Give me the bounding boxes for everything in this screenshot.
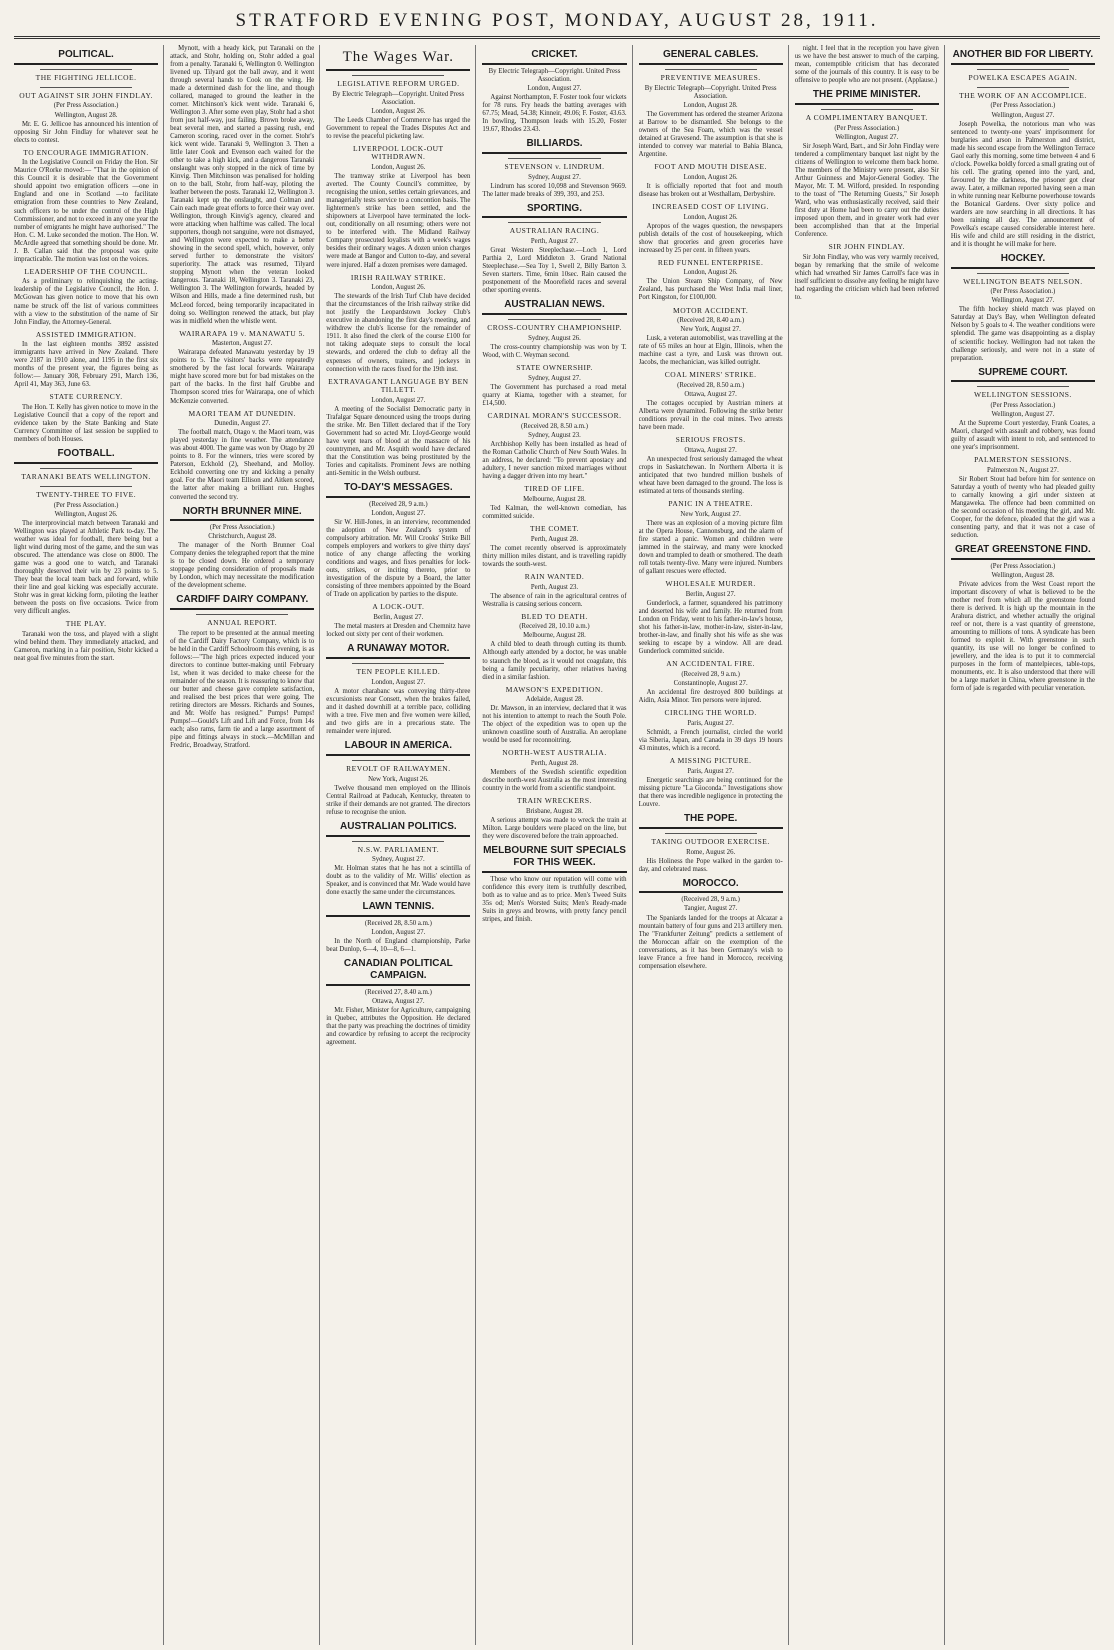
dateline: Christchurch, August 28. (208, 533, 277, 541)
dateline: London, August 27. (371, 397, 426, 405)
article (326, 821, 470, 898)
article (326, 482, 470, 599)
section-heading: CRICKET. (482, 49, 626, 65)
article-text: The cottages occupied by Austrian miners at Alberta were dynamited. Following the strike better conditions prevail in the coal mines. Two arrests have been made. (638, 400, 783, 432)
article (795, 243, 939, 302)
dateline: London, August 26. (683, 213, 738, 221)
section-heading: SPORTING. (482, 203, 626, 219)
dateline: Wellington, August 27. (991, 111, 1055, 119)
article (639, 580, 783, 656)
section-heading: AUSTRALIAN POLITICS. (326, 821, 470, 837)
section-heading: POLITICAL. (14, 49, 158, 65)
divider (665, 833, 757, 834)
sub-heading: SERIOUS FROSTS. (675, 435, 746, 445)
dateline: London, August 28. (683, 101, 738, 109)
sub-heading: CROSS-COUNTRY CHAMPIONSHIP. (487, 323, 622, 333)
article-text: Archbishop Kelly has been installed as head of the Roman Catholic Church of New South Wales. In an address, he declared: "To prevent apostacy and adultery, I never sanction mixed marriages without having a dagger driven into my heart." (482, 440, 627, 480)
article (639, 371, 783, 432)
article (14, 331, 158, 390)
dateline: Dunedin, August 27. (214, 420, 271, 428)
dateline: Ottawa, August 27. (372, 997, 425, 1005)
dateline: Sydney, August 23. (528, 431, 581, 439)
divider (508, 222, 600, 223)
article (14, 268, 158, 327)
dateline: Perth, August 27. (530, 238, 579, 246)
sub-heading: N.S.W. PARLIAMENT. (357, 844, 440, 854)
article-text: In the last eighteen months 3892 assisted immigrants have arrived in New Zealand. There were 2187 in 1910 alone, and 1195 in the first six months of the present year, the figures being as follow:— January 308, February 291, March 136, April 41, May 363, June 63. (14, 341, 159, 389)
section-heading: LAWN TENNIS. (326, 901, 470, 917)
sub-heading: STEVENSON v. LINDRUM. (504, 161, 605, 171)
sub-heading: SIR JOHN FINDLAY. (828, 241, 905, 251)
divider (352, 841, 444, 842)
sub-heading: AN ACCIDENTAL FIRE. (666, 659, 756, 669)
article-text: Gunderlock, a farmer, squandered his patrimony and deserted his wife and family. He returned from London on Friday, went to his father-in-law's house, shot his father-in-law, mother-in-law, sister-in-law, brother-in-law, and finally shot his wife as she was seeking to escape by a window. All are dead. Gunderlock committed suicide. (638, 600, 783, 656)
dateline: New York, August 26. (368, 775, 429, 783)
section-heading: GENERAL CABLES. (639, 49, 783, 65)
dateline: Sydney, August 26. (528, 335, 581, 342)
dateline: Wellington, August 27. (991, 297, 1055, 305)
dateline: London, August 26. (371, 284, 426, 292)
dateline: Palmerston N., August 27. (987, 467, 1059, 475)
article-text: Taranaki won the toss, and played with a slight wind behind them. They immediately attacked, and Cameron, marking in a fair position, Stohr kicked a neat goal five minutes from the start. (14, 630, 159, 662)
article-text: Twelve thousand men employed on the Illinois Central Railroad at Paducah, Kentucky, threaten to strike if their demands are not granted. The directors refuse to recognise the union. (326, 784, 471, 816)
article (326, 378, 470, 479)
sub-heading: THE PLAY. (65, 619, 107, 629)
dateline: London, August 27. (371, 510, 426, 518)
dateline: Ottawa, August 27. (684, 391, 737, 399)
sub-heading: REVOLT OF RAILWAYMEN. (346, 763, 451, 773)
article (482, 49, 626, 134)
section-heading: The Wages War. (326, 49, 470, 71)
article-text: A meeting of the Socialist Democratic party in Trafalgar Square denounced using the troops during the strike. Mr. Ben Tillett declared that if the Tory Government had so acted Mr. Lloyd-George would have wept tears of blood at the massacre of his countrymen, and Mr. Asquith would have declared that the Constitution was being prostituted by the Tories and capitalists. Prominent Jews are nothing anti-Semitic in the Welsh outburst. (326, 406, 471, 478)
article (951, 456, 1095, 540)
article-text: The football match, Otago v. the Maori team, was played yesterday in fine weather. The attendance was about 4000. The game was won by Otago by 20 points to 8. For the winners, tries were scored by Paterson, Eckhold (2), Sheehand, and Molloy. Eckhold converting one try and kicking a penalty goal. For the Maori team Ellison and Aitken scored, the latter after making a brilliant run. Hughes converted the second try. (170, 429, 315, 501)
article (14, 448, 158, 616)
article (951, 49, 1095, 249)
dateline: Perth, August 23. (530, 583, 579, 591)
sub-heading: BLED TO DEATH. (521, 611, 588, 621)
section-heading: AUSTRALIAN NEWS. (482, 299, 626, 315)
sub-heading: IRISH RAILWAY STRIKE. (350, 272, 446, 282)
dispatch-credit: (Received 28, 10.10 a.m.) (519, 623, 590, 631)
dispatch-credit: (Per Press Association.) (990, 563, 1056, 571)
article (482, 573, 626, 609)
section-heading: TO-DAY'S MESSAGES. (326, 482, 470, 498)
article (326, 145, 470, 270)
article (482, 686, 626, 746)
article (639, 307, 783, 368)
sub-heading: LEGISLATIVE REFORM URGED. (337, 78, 460, 88)
article-text: Members of the Swedish scientific expedition describe north-west Australia as the most interesting country in the world from a scientific standpoint. (482, 769, 627, 793)
article-text: In the North of England championship, Parke beat Dunlop, 6—4, 10—8, 6—1. (326, 938, 471, 954)
sub-heading: WHOLESALE MURDER. (665, 579, 756, 589)
divider (977, 69, 1069, 70)
article (951, 367, 1095, 453)
sub-heading: PANIC IN A THEATRE. (668, 499, 753, 509)
divider (352, 75, 444, 76)
sub-heading: A MISSING PICTURE. (669, 756, 752, 766)
article-text: Mr. E. G. Jellicoe has announced his intention of opposing Sir John Findlay for whatever seat he elects to contest. (14, 120, 159, 144)
dateline: Wellington, August 28. (54, 111, 118, 119)
section-heading: A RUNAWAY MOTOR. (326, 643, 470, 659)
dispatch-credit: By Electric Telegraph—Copyright. United Press Association. (488, 67, 621, 83)
dateline: Wellington, August 27. (835, 133, 899, 141)
dateline: Paris, August 27. (687, 767, 734, 775)
article (482, 525, 626, 569)
divider (40, 69, 132, 70)
article (639, 49, 783, 159)
article-text: The metal masters at Dresden and Chemnitz have locked out sixty per cent of their workmen. (326, 623, 471, 639)
article-text: At the Supreme Court yesterday, Frank Coates, a Maori, charged with assault and robbery, was found guilty of assault with intent to rob, and sentenced to one year's imprisonment. (950, 420, 1095, 452)
dispatch-credit: (Received 28, 8.50 a.m.) (520, 422, 588, 430)
sub-heading: COAL MINERS' STRIKE. (664, 370, 757, 380)
article (14, 620, 158, 663)
dateline: Masterton, August 27. (212, 340, 273, 348)
dispatch-credit: (Per Press Association.) (990, 102, 1056, 110)
dateline: Ottawa, August 27. (684, 447, 737, 455)
article (639, 813, 783, 874)
article-text: Sir W. Hill-Jones, in an interview, recommended the adoption of New Zealand's system of compulsory arbitration. Mr. Will Crooks' Strike Bill compels employers and workers to give thirty days' notice of any change affecting the working conditions and wages, and fixes penalties for lock-outs, strikes, or inciting thereto, prior to investigation of the dispute by a Board, the latter consisting of three members appointed by the Board of Trade on application by parties to the dispute. (326, 519, 471, 599)
section-heading: MOROCCO. (639, 878, 783, 894)
article (482, 613, 626, 682)
article (482, 749, 626, 793)
divider (40, 468, 132, 469)
divider (977, 386, 1069, 387)
article (639, 436, 783, 496)
article-text: The report to be presented at the annual meeting of the Cardiff Dairy Factory Company, which is to be held in the Cardiff Schoolroom this evening, is as follows:—"The high prices expected induced your directors to continue butter-making until February 1st, when it was decided to make cheese for the remainder of the season. It is reassuring to know that our butter and cheese gave complete satisfaction, and realised the best prices that were going. The retiring directors are Messrs. Richards and Sounes, and Mr. Wolfe has resigned." Pumps! Pumps! Pumps!—Gould's Lift and Lift and Force, from 14s each; also rams, farm tie and a large assortment of pipe and fittings always in stock.—McMillan and Fredric, Broadway, Stratford. (170, 630, 315, 750)
article-text: The stewards of the Irish Turf Club have decided that the circumstances of the Irish railway strike did not justify the Leopardstown Jockey Club's executive in abandoning the first day's meeting, and withdrew the club's license for the remainder of 1911. It also fined the clerk of the course £100 for not taking adequate steps to consult the local stewards, and ordered the club to defray all the expenses of owners, trainers, and jockeys in connection with the races fixed for the 19th inst. (326, 293, 471, 373)
article-text: A child bled to death through cutting its thumb. Although early attended by a doctor, he was unable to staunch the blood, as it would not coagulate, this being a family peculiarity, other relatives having died in a similar fashion. (482, 641, 627, 681)
article (795, 45, 939, 85)
dispatch-credit: (Received 27, 8.40 a.m.) (364, 988, 432, 996)
columns (14, 45, 1100, 1645)
article-text: The Leeds Chamber of Commerce has urged the Government to repeal the Trades Disputes Act and to revise the peaceful picketing law. (326, 116, 471, 140)
sub-heading: EXTRAVAGANT LANGUAGE BY BEN TILLETT. (328, 376, 469, 395)
divider (196, 614, 288, 615)
article (326, 49, 470, 141)
article-text: The fifth hockey shield match was played on Saturday at Day's Bay, when Wellington defeated Nelson by 5 goals to 4. The weather conditions were splendid. The game was disappointing as a display of scientific hockey. Wellington had not taken the challenge seriously, and were not in a state of preparation. (950, 306, 1095, 362)
divider (40, 87, 132, 88)
sub-heading: WAIRARAPA 19 v. MANAWATU 5. (179, 328, 306, 338)
article-text: Mynott, with a heady kick, put Taranaki on the attack, and Stohr, holding on, Stohr added a goal from a penalty. Taranaki 6, Wellington 0. Wellington livened up. Tilyard got the ball away, and it went through several hands to Cook on the wing. He made a determined dash for the line, and though collared, managed to ground the leather in the corner. Mitchinson's kick went wide. Taranaki 6, Wellington 3. After some even play, Stohr had a shot from just half-way, just failing. Brown broke away, beat several men, and started a passing rush, end Cameron scoring, raced over in the corner. Stohr's kick went wide. Taranaki 9, Wellington 3. Then a little later Cook and Evenson each waited for the other to take a high kick, and a dangerous Taranaki onslaught was only stopped in the nick of time by Kinvig. Then Mitchinson was penalised for holding on to the ball, Stohr, from half-way, piloting the leather between the posts. Taranaki 12, Wellington 3. Taranaki kept up the onslaught, and Colman and Cain each made great efforts to force their way over. Wellington, through Kinvig's agency, cleared and were attacking when halftime was called. The local supporters, though not sanguine, were not dismayed, and Wellington were expected to make a better showing in the second spell, which, however, only served further to demonstrate the visitors' superiority. The attack was resumed, Tilyard stopping Mynott when the veteran looked dangerous. Taranaki 18, Wellington 3. Taranaki 23, Wellington 3. The Wellington forwards, headed by Wilson and Hills, made a fine determined rush, but McLeod forced, being temporarily incapacitated in doing so. Wellington renewed the attack, but play was in midfield when the whistle went. (170, 45, 315, 325)
article-text: Apropos of the wages question, the newspapers publish details of the cost of housekeeping, which show that groceries and green groceries have increased by 25 per cent. in fifteen years. (638, 222, 783, 254)
article-text: Joseph Powelka, the notorious man who was sentenced to twenty-one years' imprisonment for burglaries and arson in Palmerston and district, made his second escape from the Wellington Terrace Gaol early this morning, some time between 4 and 6 o'clock. Powelka boldly forced a small grating out of his cell. The grating opened into the yard, and, favoured by the darkness, the prisoner got clear away. Later, a milkman reported having seen a man in white running near Kelburne powerhouse towards the Botanical Gardens. Over sixty police and warders are now searching in all directions. It has been raining all day. The announcement of Powelka's escape caused considerable interest here. His wife and child are still residing in the district, and it is thought he will make for here. (950, 120, 1095, 248)
sub-heading: THE WORK OF AN ACCOMPLICE. (959, 90, 1087, 100)
article-text: Wairarapa defeated Manawatu yesterday by 19 points to 5. The visitors' backs were repeatedly smothered by the fast local forwards. Wairarapa might have scored more but for bad mistakes on the part of the backs. In the first half Grubbe and Thompson scored tries for Wairarapa, one of which McKenzie converted. (170, 349, 315, 405)
article-text: Sir John Findlay, who was very warmly received, began by remarking that the smile of welcome which had wreathed Sir James Carroll's face was in itself sufficient to dissolve any feeling he might have had regarding the criticism which had been referred to. (794, 253, 939, 301)
dispatch-credit: (Per Press Association.) (209, 524, 275, 532)
sub-heading: MOTOR ACCIDENT. (673, 305, 749, 315)
article (639, 709, 783, 753)
dateline: London, August 27. (527, 84, 582, 92)
section-heading: MELBOURNE SUIT SPECIALS FOR THIS WEEK. (482, 845, 626, 873)
article-text: Schmidt, a French journalist, circled the world via Siberia, Japan, and Canada in 39 days 19 hours 43 minutes, which is a record. (638, 729, 783, 753)
sub-heading: ASSISTED IMMIGRATION. (35, 329, 137, 339)
article-text: His Holiness the Pope walked in the garden to-day, and celebrated mass. (638, 857, 783, 873)
sub-heading: RED FUNNEL ENTERPRISE. (657, 257, 764, 267)
divider (508, 158, 600, 159)
dateline: Wellington, August 26. (54, 510, 118, 518)
article-text: The Government has ordered the steamer Arizona at Barrow to be dismantled. She belongs to the owners of the Sea Foam, which was the vessel detained at Gravesend. The assumption is that she is intended to convey war material to Bahia Blanca, Argentine. (638, 110, 783, 158)
section-heading: CARDIFF DAIRY COMPANY. (170, 594, 314, 610)
dispatch-credit: (Received 28, 8.50 a.m.) (677, 382, 745, 390)
article (482, 797, 626, 841)
sub-heading: POWELKA ESCAPES AGAIN. (968, 72, 1078, 82)
article (482, 138, 626, 199)
divider (40, 486, 132, 487)
sub-heading: TAKING OUTDOOR EXERCISE. (651, 836, 770, 846)
dispatch-credit: By Electric Telegraph—Copyright. United Press Association. (644, 84, 777, 100)
section-heading: ANOTHER BID FOR LIBERTY. (951, 49, 1095, 65)
article (639, 163, 783, 199)
sub-heading: LIVERPOOL LOCK-OUT WITHDRAWN. (353, 143, 444, 162)
dispatch-credit: (Received 28, 8.40 a.m.) (677, 317, 745, 325)
divider (977, 273, 1069, 274)
article-text: Against Northampton, F. Foster took four wickets for 78 runs. Fry heads the batting averages with 67.75; Mead, 54.38; Kinneir, 49.06; F. Foster, 43.63. In bowling, Thompson leads with 15.20, Foster 19.67, Rhodes 23.43. (482, 93, 627, 133)
sub-heading: PALMERSTON SESSIONS. (974, 455, 1072, 465)
dateline: Berlin, August 27. (685, 591, 736, 599)
article (326, 740, 470, 817)
article-text: As a preliminary to relinquishing the acting-leadership of the Legislative Council, the Hon. J. McGowan has given notice to move that his own name be struck off the list of various committees with a view to the substitution of the name of Sir John Findlay, the Attorney-General. (14, 278, 159, 326)
dateline: Perth, August 28. (530, 535, 579, 543)
article (639, 203, 783, 255)
divider (665, 69, 757, 70)
column (639, 45, 789, 1645)
sub-heading: A LOCK-OUT. (372, 602, 425, 612)
section-heading: BILLIARDS. (482, 138, 626, 154)
section-heading: SUPREME COURT. (951, 367, 1095, 383)
article-text: Ted Kalman, the well-known comedian, has committed suicide. (482, 504, 627, 520)
divider (352, 760, 444, 761)
article-text: An unexpected frost seriously damaged the wheat crops in Saskatchewan. In Northern Alberta it is anticipated that two hundred million bushels of wheat have been damaged to the ground. The loss is estimated at tens of thousands sterling. (638, 456, 783, 496)
sub-heading: A COMPLIMENTARY BANQUET. (805, 112, 928, 122)
article (639, 757, 783, 809)
dispatch-credit: (Per Press Association.) (834, 124, 900, 132)
dateline: New York, August 27. (680, 511, 741, 519)
dateline: Melbourne, August 28. (523, 495, 586, 503)
dispatch-credit: (Per Press Association.) (53, 501, 119, 509)
article-text: An accidental fire destroyed 800 buildings at Aidin, Asia Minor. Ten persons were injured. (638, 689, 783, 705)
article-text: Those who know our reputation will come with confidence this every item is truthfully described, both as to value and as to price. Men's Tweed Suits 35s od; Men's Worsted Suits; Men's Ready-made Suits in greys and browns, with pretty fancy pencil stripes, and finish. (482, 875, 627, 923)
sub-heading: CIRCLING THE WORLD. (664, 708, 757, 718)
article-text: Private advices from the West Coast report the important discovery of what is believed to be the mother reef from which all the greenstone found there is derived. It is high up the mountain in the Arahura district, and whether actually the original reef or not, there is a vast quantity of greenstone, amounting to millions of tons. A syndicate has been formed to exploit it. With greenstone in such quantity, its use will no longer be confined to jewellery, and the idea is to put it to commercial purposes in the form of mantelpieces, table-tops, monuments, etc. It is also understood that there will be a large market in China, where greenstone in the form of jade is regarded with peculiar veneration. (950, 581, 1095, 693)
column (326, 45, 476, 1645)
dateline: Sydney, August 27. (528, 173, 581, 181)
column (795, 45, 945, 1645)
dateline: Perth, August 28. (530, 760, 579, 768)
article (170, 45, 314, 326)
article-text: Sir Robert Stout had before him for sentence on Saturday a youth of twenty who had pleaded guilty to carnally knowing a girl under sixteen at Mangaweka. The offence had been committed on the second occasion of his meeting the girl, and Mr. Cooper, for the defence, pleaded that the girl was a consenting party, and that it was not a case of seduction. (950, 476, 1095, 540)
divider (821, 109, 913, 110)
sub-heading: STATE CURRENCY. (49, 392, 123, 402)
sub-heading: MAWSON'S EXPEDITION. (505, 684, 604, 694)
dateline: London, August 26. (683, 269, 738, 277)
dateline: New York, August 27. (680, 326, 741, 334)
article-text: It is officially reported that foot and mouth disease has broken out at Westhallam, Derbyshire. (638, 182, 783, 198)
sub-heading: AUSTRALIAN RACING. (509, 226, 600, 236)
article-text: The absence of rain in the agricultural centres of Westralia is causing serious concern. (482, 592, 627, 608)
sub-heading: STATE OWNERSHIP. (516, 363, 593, 373)
article (482, 364, 626, 408)
divider (352, 663, 444, 664)
sub-heading: THE FIGHTING JELLICOE. (35, 72, 137, 82)
sub-heading: INCREASED COST OF LIVING. (652, 201, 769, 211)
dateline: Wellington, August 28. (991, 572, 1055, 580)
sub-heading: NORTH-WEST AUSTRALIA. (502, 748, 607, 758)
article-text: The Government has purchased a road metal quarry at Kiama, together with a steamer, for £14,500. (482, 383, 627, 407)
sub-heading: PREVENTIVE MEASURES. (660, 72, 761, 82)
dateline: Tangier, August 27. (684, 905, 738, 913)
dateline: London, August 27. (371, 929, 426, 937)
masthead: STRATFORD EVENING POST, MONDAY, AUGUST 28, 1911. (14, 10, 1100, 39)
dateline: Berlin, August 27. (373, 614, 424, 622)
article-text: night. I feel that in the reception you have given us we have the best answer to much of the carping, mean, contemptible criticism that has decorated some of the journals of this country. It is easy to be offensive to people who are not present. (Applause.) (794, 45, 939, 85)
dateline: Brisbane, August 28. (525, 808, 583, 816)
dispatch-credit: (Received 28, 9 a.m.) (681, 671, 740, 679)
section-heading: FOOTBALL. (14, 448, 158, 464)
article (170, 506, 314, 591)
sub-heading: ANNUAL REPORT. (207, 618, 278, 628)
dispatch-credit: (Per Press Association.) (990, 402, 1056, 410)
article-text: The interprovincial match between Taranaki and Wellington was played at Athletic Park to-day. The weather was ideal for football, there being but a light wind during most of the game, and the sun was obscured. The attendance was close on 8000. The game was a good one to watch, and Taranaki thoroughly deserved their win by 23 points to 5. They beat the local team back and forward, while their line and goal kicking was especially accurate. Stohr was in great kicking form, piloting the leather between the posts on five occasions. Twice from very difficult angles. (14, 519, 159, 616)
article (482, 299, 626, 360)
article-text: The Spaniards landed for the troops at Alcazar a mountain battery of four guns and 213 artillery men. The "Frankfurter Zeitung" predicts a settlement of the Moroccan affair on the exemption of the conversations, as it has been Germany's wish to leave France a free hand in Morocco, receiving compensation elsewhere. (638, 914, 783, 970)
article (14, 149, 158, 264)
article (14, 49, 158, 145)
article-text: Great Western Steeplechase.—Loch 1, Lord Parthia 2, Lord Middleton 3. Grand National Steeplechase.—Sea Toy 1, Swell 2, Billy Barton 3. Seven starters. Time, 6min 10sec. Rain caused the postponement of the Moorefield races and several other sporting events. (482, 247, 627, 295)
sub-heading: TEN PEOPLE KILLED. (356, 667, 441, 677)
section-heading: NORTH BRUNNER MINE. (170, 506, 314, 522)
dateline: Sydney, August 27. (528, 374, 581, 382)
section-heading: THE PRIME MINISTER. (795, 89, 939, 105)
dispatch-credit: (Received 28, 8.50 a.m.) (364, 920, 432, 928)
sub-heading: TWENTY-THREE TO FIVE. (36, 490, 137, 500)
dateline: London, August 26. (683, 173, 738, 181)
section-heading: THE POPE. (639, 813, 783, 829)
sub-heading: TARANAKI BEATS WELLINGTON. (21, 472, 151, 482)
article-text: Lindrum has scored 10,098 and Stevenson 9669. The latter made breaks of 399, 393, and 253. (482, 182, 627, 198)
article-text: Lusk, a veteran automobilist, was travelling at the rate of 65 miles an hour at Elgin, Illinois, when the machine cast a tyre, and Lusk was thrown out. Jacobs, the mechanician, was killed outright. (638, 335, 783, 367)
article-text: A motor charabanc was conveying thirty-three excursionists near Consett, when the brakes failed, and it dashed downhill at a terrible pace, colliding with a tree. Five men and five women were killed, and two girls are in a precarious state. The remainder were injured. (326, 687, 471, 735)
article-text: The comet recently observed is approximately thirty million miles distant, and is travelling rapidly towards the south-west. (482, 544, 627, 568)
article (639, 878, 783, 971)
article (639, 259, 783, 303)
article (482, 203, 626, 296)
section-heading: CANADIAN POLITICAL CAMPAIGN. (326, 958, 470, 986)
column (170, 45, 320, 1645)
divider (977, 87, 1069, 88)
dateline: London, August 26. (371, 164, 426, 172)
article (170, 594, 314, 750)
article (326, 958, 470, 1047)
dispatch-credit: (Received 28, 9 a.m.) (369, 501, 428, 509)
article-text: In the Legislative Council on Friday the Hon. Sir Maurice O'Rorke moved:— "That in the opinion of this Council it is desirable that the Government should appoint two emigration officers —one in England and one in Scotland —to facilitate emigration from these countries to New Zealand, such officers to be under the control of the High Commissioner, and not to exceed in any one year the number of emigrants he might have authorised." The Hon. C. M. Luke seconded the motion. The Hon. W. McArdle agreed that something should be done. Mr. J. B. Callan said that the proposal was quite impracticable. The motion was lost on the voices. (14, 159, 159, 263)
article (951, 253, 1095, 363)
sub-heading: WELLINGTON BEATS NELSON. (963, 276, 1083, 286)
article (170, 410, 314, 502)
dateline: Paris, August 27. (687, 720, 734, 727)
sub-heading: OUT AGAINST SIR JOHN FINDLAY. (19, 90, 153, 100)
article (326, 901, 470, 954)
article-text: The cross-country championship was won by T. Wood, with C. Weyman second. (482, 344, 627, 360)
sub-heading: TO ENCOURAGE IMMIGRATION. (23, 147, 149, 157)
article (795, 89, 939, 239)
section-heading: GREAT GREENSTONE FIND. (951, 544, 1095, 560)
article (482, 845, 626, 924)
article (326, 274, 470, 374)
article (639, 660, 783, 705)
column (482, 45, 632, 1645)
article (326, 603, 470, 639)
dateline: Constantinople, August 27. (673, 680, 748, 688)
article-text: The Hon. T. Kelly has given notice to move in the Legislative Council that a copy of the report and evidence taken by the State Banking and State Currency Committee of last session be supplied to members of both Houses. (14, 404, 159, 444)
dispatch-credit: (Per Press Association.) (990, 288, 1056, 296)
sub-heading: MAORI TEAM AT DUNEDIN. (188, 408, 296, 418)
article (326, 643, 470, 736)
article (951, 544, 1095, 693)
sub-heading: FOOT AND MOUTH DISEASE. (654, 161, 767, 171)
article-text: Mr. Holman states that he has not a scintilla of doubt as to the validity of Mr. Willis' election as Speaker, and is convinced that Mr. Wade would have done exactly the same under the circumstances. (326, 865, 471, 897)
article-text: Energetic searchings are being continued for the missing picture "La Gioconda." Investigations show that there was incredible negligence in protecting the Louvre. (638, 776, 783, 808)
sub-heading: WELLINGTON SESSIONS. (974, 390, 1072, 400)
dateline: Adelaide, August 28. (525, 696, 584, 704)
dateline: Melbourne, August 28. (523, 632, 586, 640)
article-text: There was an explosion of a moving picture film at the Opera House, Cannonsburg, and the alarm of fire started a panic. Women and children were jammed in the stairway, and many were knocked down and trampled to death or smothered. The death roll totals twenty-five. Many were injured. Numbers of gallant rescues were effected. (638, 520, 783, 576)
sub-heading: THE COMET. (529, 523, 579, 533)
article (639, 500, 783, 576)
article (482, 485, 626, 521)
article (14, 393, 158, 444)
article-text: Mr. Fisher, Minister for Agriculture, campaigning in Quebec, attributes the Opposition. He declared that the party was preaching the doctrines of timidity and cowardice by refusing to accept the reciprocity agreement. (326, 1006, 471, 1046)
article-text: Sir Joseph Ward, Bart., and Sir John Findlay were tendered a complimentary banquet last night by the citizens of Wellington to welcome them back home. The members of the Ministry were present, also Sir Arthur Guinness and Major-General Godley. The Mayor, Mr. T. M. Wilford, presided. In responding to the toast of "The Returning Guests," Sir Joseph Ward, who was enthusiastically received, said their first duty at Home had been to carry out the duties imposed upon them, and in greater work had ever been accomplished than that at the Imperial Conference. (794, 142, 939, 238)
dispatch-credit: By Electric Telegraph—Copyright. United Press Association. (332, 90, 465, 106)
section-heading: LABOUR IN AMERICA. (326, 740, 470, 756)
section-heading: HOCKEY. (951, 253, 1095, 269)
dateline: London, August 27. (371, 678, 426, 686)
dateline: Wellington, August 27. (991, 411, 1055, 419)
article-text: Dr. Mawson, in an interview, declared that it was not his intention to attempt to reach the South Pole. The object of the expedition was to open up the unknown coastline south of Australia. An aeroplane would be used for reconnoitring. (482, 705, 627, 745)
dateline: Sydney, August 27. (371, 856, 425, 864)
sub-heading: TIRED OF LIFE. (524, 483, 585, 493)
dateline: London, August 26. (371, 107, 426, 115)
sub-heading: LEADERSHIP OF THE COUNCIL. (24, 266, 148, 276)
article-text: The tramway strike at Liverpool has been averted. The County Council's committee, by recognising the union, settles certain grievances, and managerially tests service to a concontion basis. The lightermen's strike has been settled, and the shipowners at Liverpool have terminated the lock-out, conditionally on all resuming; others were not to be interfered with. The Midland Railway Company prosecuted loyalists with a week's wages besides their ordinary wages. A dozen union charges were made at Bangor and Cutton to-day, and several were injured. Half a dozen premises were damaged. (326, 173, 471, 269)
dateline: Rome, August 26. (686, 848, 736, 856)
sub-heading: RAIN WANTED. (524, 571, 585, 581)
column (951, 45, 1100, 1645)
article (170, 330, 314, 406)
column (14, 45, 164, 1645)
article-text: A serious attempt was made to wreck the train at Milton. Large boulders were placed on the line, but they were discovered before the train approached. (482, 817, 627, 841)
dispatch-credit: (Received 28, 9 a.m.) (681, 896, 740, 904)
article (482, 412, 626, 481)
sub-heading: TRAIN WRECKERS. (517, 796, 592, 806)
article-text: The manager of the North Brunner Coal Company denies the telegraphed report that the mine is to be closed down. He ordered a temporary stoppage pending consideration of proposals made by London, which may necessitate the modification of the development scheme. (170, 542, 315, 590)
dispatch-credit: (Per Press Association.) (53, 102, 119, 110)
sub-heading: CARDINAL MORAN'S SUCCESSOR. (487, 410, 622, 420)
article-text: The Union Steam Ship Company, of New Zealand, has purchased the West India mail liner, Port Kingston, for £100,000. (638, 278, 783, 302)
divider (508, 319, 600, 320)
